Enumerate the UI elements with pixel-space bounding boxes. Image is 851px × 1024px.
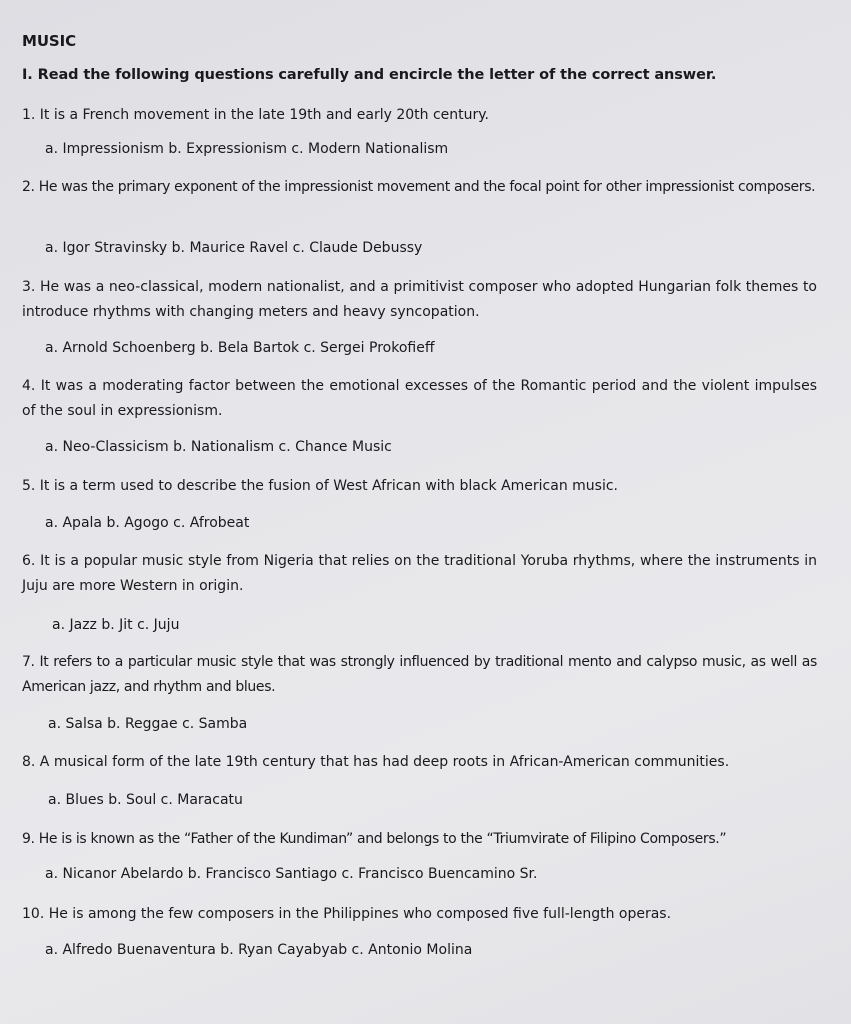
question-4-options: a. Neo-Classicism b. Nationalism c. Chance Music [45,439,392,455]
question-2-options: a. Igor Stravinsky b. Maurice Ravel c. Claude Debussy [45,240,423,256]
subject-heading: MUSIC [22,32,76,50]
question-8-options: a. Blues b. Soul c. Maracatu [48,792,243,808]
question-5-options: a. Apala b. Agogo c. Afrobeat [45,515,250,531]
instructions: I. Read the following questions carefully and encircle the letter of the correct answer. [22,67,717,83]
question-9: 9. He is is known as the “Father of the Kundiman” and belongs to the “Triumvirate of Filipino Composers.” [22,831,727,847]
question-8: 8. A musical form of the late 19th century that has had deep roots in African-American communities. [22,754,730,770]
question-1-options: a. Impressionism b. Expressionism c. Modern Nationalism [45,141,449,157]
question-4: 4. It was a moderating factor between the emotional excesses of the Romantic period and the violent impulses of the soul in expressionism. [22,378,817,419]
question-3: 3. He was a neo-classical, modern nationalist, and a primitivist composer who adopted Hungarian folk themes to introduce rhythms with changing meters and heavy syncopation. [22,279,817,320]
question-9-options: a. Nicanor Abelardo b. Francisco Santiago c. Francisco Buencamino Sr. [45,866,538,882]
question-6-options: a. Jazz b. Jit c. Juju [52,617,180,633]
question-1: 1. It is a French movement in the late 19th and early 20th century. [22,107,490,123]
question-7-options: a. Salsa b. Reggae c. Samba [48,716,248,732]
question-10-options: a. Alfredo Buenaventura b. Ryan Cayabyab c. Antonio Molina [45,942,473,958]
question-6: 6. It is a popular music style from Nigeria that relies on the traditional Yoruba rhythms, where the instruments in Juju are more Western in origin. [22,553,817,594]
question-2: 2. He was the primary exponent of the impressionist movement and the focal point for other impressionist composers. [22,179,816,195]
question-10: 10. He is among the few composers in the Philippines who composed five full-length operas. [22,906,672,922]
question-5: 5. It is a term used to describe the fusion of West African with black American music. [22,478,618,494]
question-3-options: a. Arnold Schoenberg b. Bela Bartok c. Sergei Prokofieff [45,340,435,356]
question-7: 7. It refers to a particular music style that was strongly influenced by traditional mento and calypso music, as well as American jazz, and rhythm and blues. [22,654,817,695]
